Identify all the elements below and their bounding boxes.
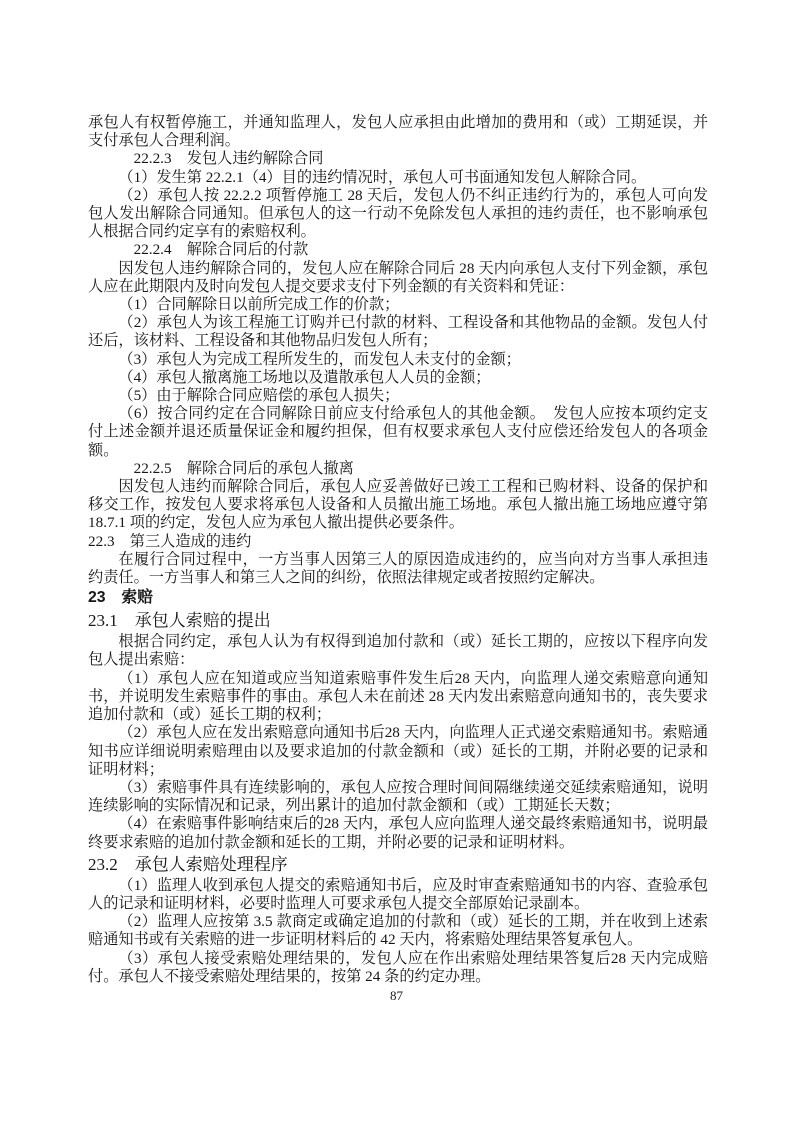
section-heading: 23.2 承包人索赔处理程序: [88, 854, 288, 874]
paragraph: （3）承包人为完成工程所发生的，而发包人未支付的金额；: [118, 350, 521, 368]
paragraph: （2）监理人应按第 3.5 款商定或确定追加的付款和（或）延长的工期，并在收到上述索赔通知书或有关索赔的进一步证明材料后的 42 天内，将索赔处理结果答复承包人。: [88, 913, 708, 949]
chapter-heading: 23 索赔: [88, 589, 153, 607]
paragraph: （1）监理人收到承包人提交的索赔通知书后，应及时审查索赔通知书的内容、查验承包人的记录和证明材料，必要时监理人可要求承包人提交全部原始记录副本。: [88, 876, 708, 912]
paragraph: 承包人有权暂停施工，并通知监理人，发包人应承担由此增加的费用和（或）工期延误，并支付承包人合理利润。: [88, 114, 708, 150]
section-heading: 23.1 承包人索赔的提出: [88, 611, 271, 631]
paragraph: （2）承包人应在发出索赔意向通知书后28 天内，向监理人正式递交索赔通知书。索赔通知书应详细说明索赔理由以及要求追加的付款金额和（或）延长的工期，并附必要的记录和证明材料；: [88, 724, 708, 778]
paragraph: （6）按合同约定在合同解除日前应支付给承包人的其他金额。 发包人应按本项约定支付上述金额并退还质量保证金和履约担保，但有权要求承包人支付应偿还给发包人的各项金额。: [88, 405, 708, 459]
paragraph: （2）承包人按 22.2.2 项暂停施工 28 天后，发包人仍不纠正违约行为的，承包人可向发包人发出解除合同通知。但承包人的这一行动不免除发包人承担的违约责任，也不影响承包人根据合同约定享有的索赔权利。: [88, 186, 708, 241]
paragraph: 在履行合同过程中，一方当事人因第三人的原因造成违约的，应当向对方当事人承担违约责任。一方当事人和第三人之间的纠纷，依照法律规定或者按照约定解决。: [88, 550, 708, 587]
paragraph: （3）承包人接受索赔处理结果的，发包人应在作出索赔处理结果答复后28 天内完成赔付。承包人不接受索赔处理结果的，按第 24 条的约定办理。: [88, 949, 708, 985]
paragraph: （4）承包人撤离施工场地以及遣散承包人人员的金额；: [118, 368, 491, 386]
page-number: 87: [390, 988, 403, 1003]
section-heading: 22.3 第三人造成的违约: [88, 532, 252, 550]
paragraph: 因发包人违约而解除合同后，承包人应妥善做好已竣工工程和已购材料、设备的保护和移交工作，按发包人要求将承包人设备和人员撤出施工场地。承包人撤出施工场地应遵守第 18.7.1 项的约定，发包人应为承包人撤出提供必要条件。: [88, 478, 708, 532]
paragraph: （4）在索赔事件影响结束后的28 天内，承包人应向监理人递交最终索赔通知书，说明最终要求索赔的追加付款金额和延长的工期，并附必要的记录和证明材料。: [88, 815, 708, 851]
subsection-heading: 22.2.3 发包人违约解除合同: [133, 150, 324, 168]
paragraph: （5）由于解除合同应赔偿的承包人损失；: [118, 387, 400, 405]
paragraph: （1）发生第 22.2.1（4）目的违约情况时，承包人可书面通知发包人解除合同。: [118, 168, 647, 186]
paragraph: （1）承包人应在知道或应当知道索赔事件发生后28 天内，向监理人递交索赔意向通知书，并说明发生索赔事件的事由。承包人未在前述 28 天内发出索赔意向通知书的，丧失要求追加付款和（或）延长工期的权利；: [88, 669, 708, 724]
paragraph: （2）承包人为该工程施工订购并已付款的材料、工程设备和其他物品的金额。发包人付还后，该材料、工程设备和其他物品归发包人所有；: [88, 314, 708, 350]
document-content: [88, 114, 708, 986]
paragraph: 根据合同约定，承包人认为有权得到追加付款和（或）延长工期的，应按以下程序向发包人提出索赔：: [88, 633, 708, 669]
paragraph: 因发包人违约解除合同的，发包人应在解除合同后 28 天内向承包人支付下列金额，承包人应在此期限内及时向发包人提交要求支付下列金额的有关资料和凭证：: [88, 259, 708, 295]
subsection-heading: 22.2.4 解除合同后的付款: [133, 241, 309, 259]
paragraph: （1）合同解除日以前所完成工作的价款；: [118, 296, 400, 314]
subsection-heading: 22.2.5 解除合同后的承包人撤离: [133, 459, 354, 477]
paragraph: （3）索赔事件具有连续影响的，承包人应按合理时间间隔继续递交延续索赔通知，说明连续影响的实际情况和记录，列出累计的追加付款金额和（或）工期延长天数；: [88, 778, 708, 815]
